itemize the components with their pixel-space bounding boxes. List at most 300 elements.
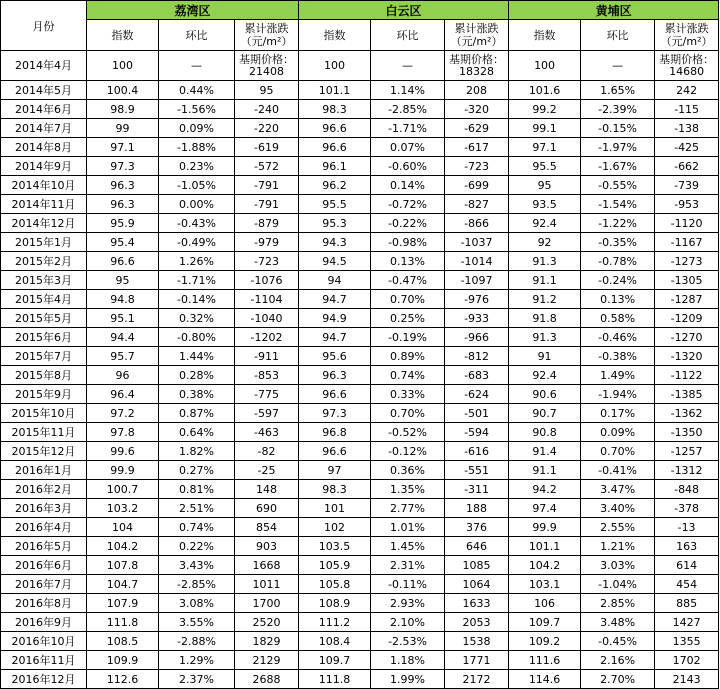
index-cell: 91.8 [509, 309, 581, 328]
cumulative-cell: 1702 [655, 651, 719, 670]
index-cell: 104.2 [509, 556, 581, 575]
index-cell: 95 [87, 271, 159, 290]
index-cell: 96.6 [87, 252, 159, 271]
cumulative-cell: 1011 [235, 575, 299, 594]
mom-cell: 3.08% [159, 594, 235, 613]
cumulative-cell: 188 [445, 499, 509, 518]
mom-cell: 0.44% [159, 81, 235, 100]
index-cell: 99.9 [509, 518, 581, 537]
cumulative-cell: -866 [445, 214, 509, 233]
month-cell: 2014年5月 [1, 81, 87, 100]
index-cell: 97.3 [299, 404, 371, 423]
mom-cell: 3.43% [159, 556, 235, 575]
cumulative-cell: 646 [445, 537, 509, 556]
mom-cell: -0.41% [581, 461, 655, 480]
mom-cell: 1.45% [371, 537, 445, 556]
cumulative-cell: -597 [235, 404, 299, 423]
index-cell: 96.6 [299, 119, 371, 138]
mom-cell: 1.44% [159, 347, 235, 366]
index-cell: 111.8 [299, 670, 371, 689]
cumulative-cell: 376 [445, 518, 509, 537]
cumulative-cell: -1350 [655, 423, 719, 442]
cumulative-cell: -1076 [235, 271, 299, 290]
index-cell: 91.1 [509, 271, 581, 290]
mom-cell: 1.82% [159, 442, 235, 461]
table-row [1, 556, 719, 575]
cumulative-cell: 2688 [235, 670, 299, 689]
mom-cell: 0.17% [581, 404, 655, 423]
cumulative-cell: 454 [655, 575, 719, 594]
cumulative-cell: 208 [445, 81, 509, 100]
cumulative-cell: 885 [655, 594, 719, 613]
mom-cell: 0.70% [371, 404, 445, 423]
cumulative-cell: -1273 [655, 252, 719, 271]
index-cell: 98.9 [87, 100, 159, 119]
cumulative-cell: -25 [235, 461, 299, 480]
cumulative-cell: -115 [655, 100, 719, 119]
base-price-label: 基期价格： [449, 52, 505, 66]
cumulative-cell: -463 [235, 423, 299, 442]
mom-cell: 2.51% [159, 499, 235, 518]
table-row [1, 309, 719, 328]
index-cell: 101.1 [299, 81, 371, 100]
mom-cell: 1.35% [371, 480, 445, 499]
cumulative-cell: -82 [235, 442, 299, 461]
index-cell: 90.7 [509, 404, 581, 423]
mom-cell: 1.99% [371, 670, 445, 689]
month-cell: 2014年8月 [1, 138, 87, 157]
mom-cell: -1.22% [581, 214, 655, 233]
mom-cell: — [581, 51, 655, 81]
table-row [1, 138, 719, 157]
table-row [1, 594, 719, 613]
table-row [1, 632, 719, 651]
base-period-row [1, 51, 719, 81]
mom-cell: 2.77% [371, 499, 445, 518]
cumulative-cell: -629 [445, 119, 509, 138]
mom-cell: 1.01% [371, 518, 445, 537]
mom-cell: 3.03% [581, 556, 655, 575]
mom-cell: 0.00% [159, 195, 235, 214]
cumulative-cell: 1355 [655, 632, 719, 651]
index-cell: 97.3 [87, 157, 159, 176]
index-cell: 98.3 [299, 480, 371, 499]
table-row [1, 480, 719, 499]
mom-cell: 1.26% [159, 252, 235, 271]
cumulative-cell: -1040 [235, 309, 299, 328]
base-price-value: 18328 [459, 64, 495, 78]
mom-cell: 0.58% [581, 309, 655, 328]
mom-cell: -0.43% [159, 214, 235, 233]
cumulative-cell: -953 [655, 195, 719, 214]
cumulative-cell: -616 [445, 442, 509, 461]
month-cell: 2016年2月 [1, 480, 87, 499]
cumulative-cell: -1209 [655, 309, 719, 328]
month-cell: 2016年12月 [1, 670, 87, 689]
index-cell: 90.8 [509, 423, 581, 442]
cumulative-cell: -1202 [235, 328, 299, 347]
cumulative-cell: -1167 [655, 233, 719, 252]
mom-cell: -1.94% [581, 385, 655, 404]
mom-cell: 0.33% [371, 385, 445, 404]
cumulative-cell: -619 [235, 138, 299, 157]
cumulative-cell: -911 [235, 347, 299, 366]
cumulative-header-line1: 累计涨跌 [244, 22, 289, 35]
index-cell: 96.6 [299, 385, 371, 404]
index-cell: 95 [509, 176, 581, 195]
month-cell: 2016年9月 [1, 613, 87, 632]
cumulative-cell: -1120 [655, 214, 719, 233]
cumulative-cell: 95 [235, 81, 299, 100]
index-cell: 99.6 [87, 442, 159, 461]
cumulative-cell: -1312 [655, 461, 719, 480]
cumulative-cell: -739 [655, 176, 719, 195]
index-cell: 109.9 [87, 651, 159, 670]
index-cell: 100 [509, 51, 581, 81]
cumulative-cell: 1829 [235, 632, 299, 651]
index-cell: 109.7 [299, 651, 371, 670]
mom-cell: -0.47% [371, 271, 445, 290]
cumulative-header-unit: （元/m²） [660, 35, 713, 48]
month-cell: 2015年1月 [1, 233, 87, 252]
index-cell: 104.7 [87, 575, 159, 594]
cumulative-cell: 1771 [445, 651, 509, 670]
mom-cell: -0.14% [159, 290, 235, 309]
cumulative-cell: -662 [655, 157, 719, 176]
index-cell: 108.4 [299, 632, 371, 651]
mom-cell: 0.09% [581, 423, 655, 442]
month-cell: 2014年12月 [1, 214, 87, 233]
index-cell: 107.9 [87, 594, 159, 613]
index-cell: 111.8 [87, 613, 159, 632]
cumulative-cell: 2129 [235, 651, 299, 670]
mom-cell: 0.13% [581, 290, 655, 309]
cumulative-cell: -220 [235, 119, 299, 138]
table-row [1, 442, 719, 461]
mom-column-header: 环比 [159, 20, 235, 51]
table-row [1, 518, 719, 537]
month-cell: 2015年3月 [1, 271, 87, 290]
mom-cell: 0.09% [159, 119, 235, 138]
index-cell: 96.3 [299, 366, 371, 385]
base-price-cell [235, 51, 299, 81]
mom-cell: 1.65% [581, 81, 655, 100]
index-cell: 95.4 [87, 233, 159, 252]
mom-cell: 0.81% [159, 480, 235, 499]
index-cell: 105.8 [299, 575, 371, 594]
index-cell: 103.1 [509, 575, 581, 594]
index-cell: 96.6 [299, 442, 371, 461]
index-cell: 100.4 [87, 81, 159, 100]
mom-cell: 0.22% [159, 537, 235, 556]
index-cell: 97.1 [509, 138, 581, 157]
month-cell: 2015年7月 [1, 347, 87, 366]
cumulative-cell: -320 [445, 100, 509, 119]
index-cell: 96 [87, 366, 159, 385]
index-cell: 108.9 [299, 594, 371, 613]
cumulative-cell: -1037 [445, 233, 509, 252]
mom-cell: -0.52% [371, 423, 445, 442]
mom-cell: — [371, 51, 445, 81]
index-cell: 93.5 [509, 195, 581, 214]
index-cell: 91.1 [509, 461, 581, 480]
cumulative-cell: 903 [235, 537, 299, 556]
district-header-liwan: 荔湾区 [87, 1, 299, 20]
month-cell: 2016年3月 [1, 499, 87, 518]
cumulative-cell: 1538 [445, 632, 509, 651]
cumulative-cell: -311 [445, 480, 509, 499]
index-cell: 102 [299, 518, 371, 537]
cumulative-cell: -966 [445, 328, 509, 347]
table-row [1, 385, 719, 404]
index-cell: 99 [87, 119, 159, 138]
cumulative-cell: 1633 [445, 594, 509, 613]
index-cell: 92.4 [509, 366, 581, 385]
mom-cell: 0.07% [371, 138, 445, 157]
mom-cell: -0.35% [581, 233, 655, 252]
mom-cell: -2.53% [371, 632, 445, 651]
table-row [1, 290, 719, 309]
cumulative-cell: -976 [445, 290, 509, 309]
cumulative-cell: -1014 [445, 252, 509, 271]
mom-cell: -0.60% [371, 157, 445, 176]
month-cell: 2015年2月 [1, 252, 87, 271]
mom-cell: 0.70% [371, 290, 445, 309]
cumulative-cell: -1270 [655, 328, 719, 347]
index-cell: 94.3 [299, 233, 371, 252]
month-cell: 2015年12月 [1, 442, 87, 461]
cumulative-cell: 2520 [235, 613, 299, 632]
table-row [1, 81, 719, 100]
cumulative-cell: -791 [235, 195, 299, 214]
index-cell: 111.2 [299, 613, 371, 632]
index-cell: 104.2 [87, 537, 159, 556]
month-cell: 2016年1月 [1, 461, 87, 480]
mom-cell: -0.19% [371, 328, 445, 347]
mom-cell: 0.28% [159, 366, 235, 385]
month-column-header: 月份 [1, 1, 87, 51]
table-row [1, 347, 719, 366]
cumulative-cell: -683 [445, 366, 509, 385]
table-row [1, 366, 719, 385]
cumulative-cell: -723 [235, 252, 299, 271]
index-cell: 99.9 [87, 461, 159, 480]
table-row [1, 423, 719, 442]
mom-cell: -0.22% [371, 214, 445, 233]
index-cell: 96.1 [299, 157, 371, 176]
cumulative-cell: 690 [235, 499, 299, 518]
cumulative-cell: 2053 [445, 613, 509, 632]
mom-cell: 3.40% [581, 499, 655, 518]
cumulative-cell: -1385 [655, 385, 719, 404]
district-header-baiyun: 白云区 [299, 1, 509, 20]
index-cell: 95.7 [87, 347, 159, 366]
mom-cell: -1.05% [159, 176, 235, 195]
index-cell: 101 [299, 499, 371, 518]
cumulative-header-line1: 累计涨跌 [454, 22, 499, 35]
month-cell: 2014年11月 [1, 195, 87, 214]
cumulative-cell: -827 [445, 195, 509, 214]
cumulative-cell: -812 [445, 347, 509, 366]
cumulative-cell: -699 [445, 176, 509, 195]
cumulative-cell: -551 [445, 461, 509, 480]
cumulative-cell: -624 [445, 385, 509, 404]
mom-cell: 3.48% [581, 613, 655, 632]
mom-cell: 3.55% [159, 613, 235, 632]
cumulative-cell: -1320 [655, 347, 719, 366]
base-price-cell [655, 51, 719, 81]
mom-cell: 0.74% [371, 366, 445, 385]
mom-cell: -0.72% [371, 195, 445, 214]
cumulative-cell: -1305 [655, 271, 719, 290]
index-cell: 108.5 [87, 632, 159, 651]
mom-cell: — [159, 51, 235, 81]
cumulative-cell: -848 [655, 480, 719, 499]
month-cell: 2015年5月 [1, 309, 87, 328]
mom-cell: -1.88% [159, 138, 235, 157]
mom-cell: -0.46% [581, 328, 655, 347]
index-cell: 96.3 [87, 195, 159, 214]
cumulative-header-line1: 累计涨跌 [664, 22, 709, 35]
mom-cell: 2.93% [371, 594, 445, 613]
month-cell: 2014年9月 [1, 157, 87, 176]
index-cell: 112.6 [87, 670, 159, 689]
mom-cell: -0.15% [581, 119, 655, 138]
mom-cell: 0.64% [159, 423, 235, 442]
index-cell: 97.1 [87, 138, 159, 157]
index-cell: 97.8 [87, 423, 159, 442]
cumulative-header-unit: （元/m²） [240, 35, 293, 48]
month-cell: 2016年7月 [1, 575, 87, 594]
index-cell: 91.3 [509, 328, 581, 347]
index-cell: 97.2 [87, 404, 159, 423]
index-cell: 96.2 [299, 176, 371, 195]
table-row [1, 670, 719, 689]
index-cell: 95.9 [87, 214, 159, 233]
mom-cell: -0.78% [581, 252, 655, 271]
cumulative-cell: -775 [235, 385, 299, 404]
table-row [1, 328, 719, 347]
cumulative-cell: 1668 [235, 556, 299, 575]
index-cell: 96.8 [299, 423, 371, 442]
index-cell: 94.5 [299, 252, 371, 271]
mom-cell: 2.10% [371, 613, 445, 632]
index-cell: 95.1 [87, 309, 159, 328]
index-cell: 91.2 [509, 290, 581, 309]
cumulative-cell: 163 [655, 537, 719, 556]
index-cell: 107.8 [87, 556, 159, 575]
index-cell: 99.1 [509, 119, 581, 138]
index-cell: 92.4 [509, 214, 581, 233]
mom-cell: 2.55% [581, 518, 655, 537]
index-cell: 91.3 [509, 252, 581, 271]
table-row [1, 461, 719, 480]
table-row [1, 404, 719, 423]
table-row [1, 157, 719, 176]
index-column-header: 指数 [299, 20, 371, 51]
cumulative-cell: -572 [235, 157, 299, 176]
mom-cell: 1.49% [581, 366, 655, 385]
cumulative-cell: -13 [655, 518, 719, 537]
month-cell: 2015年11月 [1, 423, 87, 442]
mom-cell: -1.56% [159, 100, 235, 119]
month-cell: 2016年8月 [1, 594, 87, 613]
mom-cell: -0.49% [159, 233, 235, 252]
cumulative-cell: -933 [445, 309, 509, 328]
cumulative-header-unit: （元/m²） [450, 35, 503, 48]
index-cell: 94.4 [87, 328, 159, 347]
index-cell: 103.2 [87, 499, 159, 518]
table-row [1, 499, 719, 518]
cumulative-cell: -879 [235, 214, 299, 233]
month-cell: 2016年4月 [1, 518, 87, 537]
base-price-cell [445, 51, 509, 81]
mom-cell: 0.70% [581, 442, 655, 461]
index-cell: 94.7 [299, 328, 371, 347]
mom-cell: 1.14% [371, 81, 445, 100]
mom-cell: 0.32% [159, 309, 235, 328]
index-cell: 96.4 [87, 385, 159, 404]
base-price-label: 基期价格： [659, 52, 715, 66]
month-cell: 2016年5月 [1, 537, 87, 556]
base-price-label: 基期价格： [239, 52, 295, 66]
mom-cell: 0.89% [371, 347, 445, 366]
index-cell: 95.5 [509, 157, 581, 176]
cumulative-cell: -240 [235, 100, 299, 119]
index-column-header: 指数 [87, 20, 159, 51]
mom-cell: -0.55% [581, 176, 655, 195]
cumulative-cell: 148 [235, 480, 299, 499]
table-row [1, 233, 719, 252]
index-cell: 95.3 [299, 214, 371, 233]
mom-cell: 2.31% [371, 556, 445, 575]
cumulative-cell: -1257 [655, 442, 719, 461]
mom-cell: -0.11% [371, 575, 445, 594]
cumulative-cell: -378 [655, 499, 719, 518]
index-cell: 90.6 [509, 385, 581, 404]
month-cell: 2014年4月 [1, 51, 87, 81]
mom-cell: 0.74% [159, 518, 235, 537]
month-cell: 2016年11月 [1, 651, 87, 670]
table-row [1, 613, 719, 632]
mom-cell: 0.36% [371, 461, 445, 480]
cumulative-cell: -594 [445, 423, 509, 442]
table-row [1, 119, 719, 138]
mom-cell: -2.39% [581, 100, 655, 119]
index-cell: 92 [509, 233, 581, 252]
mom-cell: -1.54% [581, 195, 655, 214]
mom-cell: 3.47% [581, 480, 655, 499]
cumulative-cell: -617 [445, 138, 509, 157]
month-cell: 2015年6月 [1, 328, 87, 347]
table-row [1, 214, 719, 233]
index-cell: 100 [87, 51, 159, 81]
index-cell: 91.4 [509, 442, 581, 461]
mom-cell: -0.45% [581, 632, 655, 651]
cumulative-cell: -138 [655, 119, 719, 138]
month-cell: 2015年4月 [1, 290, 87, 309]
mom-cell: -1.04% [581, 575, 655, 594]
month-cell: 2014年10月 [1, 176, 87, 195]
mom-cell: -0.38% [581, 347, 655, 366]
mom-cell: 1.18% [371, 651, 445, 670]
index-cell: 105.9 [299, 556, 371, 575]
cumulative-column-header [235, 20, 299, 51]
cumulative-cell: -501 [445, 404, 509, 423]
index-cell: 94.2 [509, 480, 581, 499]
month-cell: 2015年8月 [1, 366, 87, 385]
table-row [1, 100, 719, 119]
